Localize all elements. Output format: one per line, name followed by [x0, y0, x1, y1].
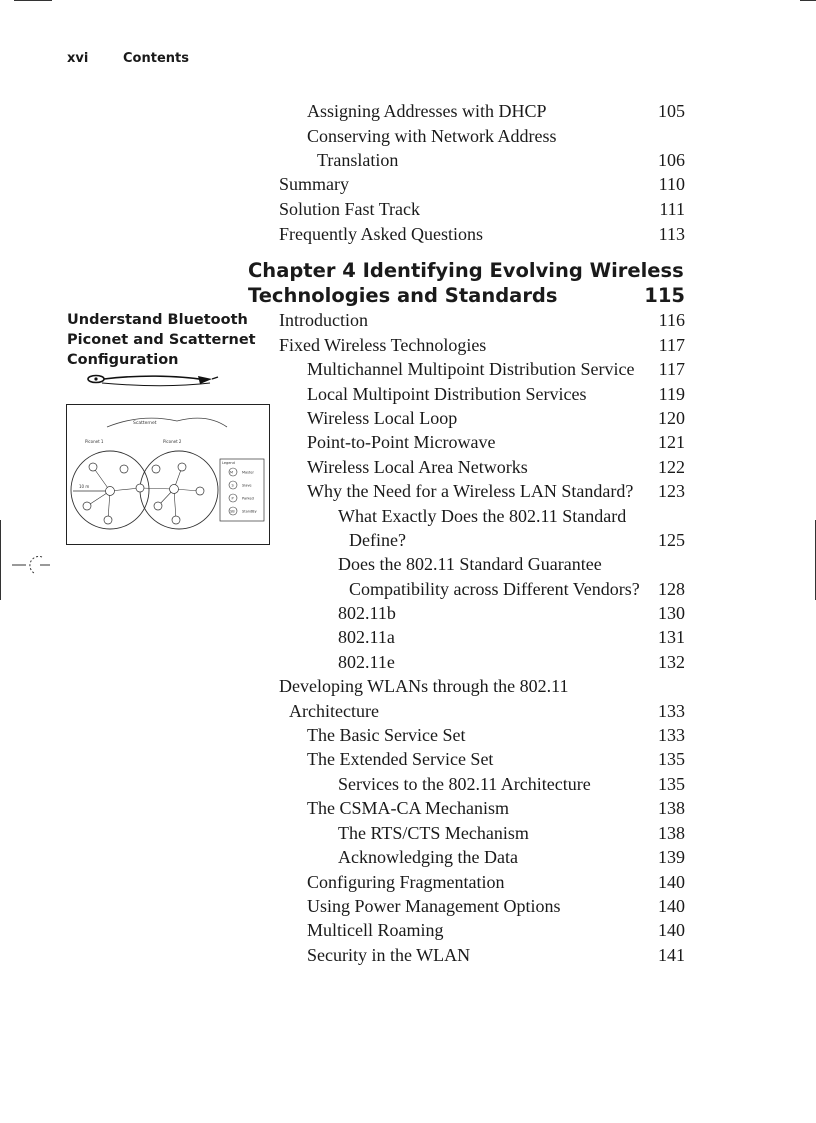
toc-entry-title: Summary	[279, 174, 349, 194]
toc-entry-page: 135	[658, 774, 685, 794]
crop-mark-top-right	[800, 0, 816, 1]
toc-entry-page: 117	[658, 359, 685, 379]
toc-entry-page: 111	[659, 199, 685, 219]
toc-entry[interactable]	[307, 382, 685, 406]
toc-entry-page: 140	[658, 896, 685, 916]
legend-symbol: SB	[230, 509, 235, 514]
toc-entry-title: Acknowledging the Data	[338, 847, 518, 867]
toc-entry-title: Solution Fast Track	[279, 199, 421, 219]
toc-entry-title: Wireless Local Loop	[307, 408, 458, 428]
toc-entry[interactable]	[338, 845, 685, 869]
toc-entry-title: Multichannel Multipoint Distribution Service	[307, 359, 635, 379]
toc-entry-title: 802.11a	[338, 627, 395, 647]
toc-entry[interactable]	[307, 894, 685, 918]
toc-entry-title: Configuring Fragmentation	[307, 872, 505, 892]
toc-entry[interactable]	[307, 918, 685, 942]
toc-entry[interactable]	[338, 821, 685, 845]
toc-entry-page: 135	[658, 749, 685, 769]
toc-entry[interactable]	[307, 870, 685, 894]
toc-entry[interactable]	[349, 577, 685, 601]
toc-entry-page: 140	[658, 872, 685, 892]
toc-entry[interactable]	[307, 455, 685, 479]
toc-entry-title: What Exactly Does the 802.11 Standard	[338, 506, 627, 526]
toc-entry-title: Assigning Addresses with DHCP	[307, 101, 547, 121]
toc-entry[interactable]	[279, 172, 685, 196]
toc-entry-page: 125	[658, 530, 685, 550]
legend-label: StandBy	[242, 509, 257, 514]
sidebar-line: Understand Bluetooth	[67, 312, 248, 328]
toc-entry[interactable]	[279, 674, 685, 698]
toc-entry[interactable]	[307, 943, 685, 967]
toc-entry-title: Frequently Asked Questions	[279, 224, 483, 244]
toc-entry-title: Define?	[349, 530, 406, 550]
toc-entry[interactable]	[338, 772, 685, 796]
toc-entry-page: 139	[658, 847, 685, 867]
chapter-title-line-1: Chapter 4 Identifying Evolving Wireless	[248, 259, 684, 282]
toc-entry-page: 140	[658, 920, 685, 940]
toc-entry-title: Does the 802.11 Standard Guarantee	[338, 554, 602, 574]
legend-symbol: P	[231, 496, 234, 501]
toc-entry-page: 106	[658, 150, 685, 170]
legend-symbol: S	[231, 483, 234, 488]
toc-entry[interactable]	[349, 528, 685, 552]
toc-entry[interactable]	[307, 357, 685, 381]
toc-entry[interactable]	[279, 308, 685, 332]
sidebar-line: Piconet and Scatternet	[67, 332, 256, 348]
sidebar-line: Configuration	[67, 352, 179, 368]
scatternet-diagram	[67, 405, 269, 544]
toc-entry-page: 105	[658, 101, 685, 121]
toc-entry-title: Introduction	[279, 310, 368, 330]
range-label: 10 m	[79, 484, 90, 489]
toc-entry-title: Using Power Management Options	[307, 896, 561, 916]
toc-entry-page: 130	[658, 603, 685, 623]
toc-entry[interactable]	[338, 601, 685, 625]
page-number: xvi	[67, 51, 89, 66]
legend-label: Parked	[242, 496, 254, 501]
toc-entry-title: Multicell Roaming	[307, 920, 444, 940]
toc-entry-title: Compatibility across Different Vendors?	[349, 579, 640, 599]
toc-entry-title: Security in the WLAN	[307, 945, 471, 965]
toc-entry-title: Architecture	[289, 701, 379, 721]
piconet-1-label: Piconet 1	[85, 439, 104, 444]
toc-entry[interactable]	[279, 222, 685, 246]
toc-entry[interactable]	[338, 625, 685, 649]
toc-entry-title: Wireless Local Area Networks	[307, 457, 528, 477]
toc-entry-page: 119	[658, 384, 685, 404]
toc-entry-page: 116	[658, 310, 685, 330]
toc-entry[interactable]	[307, 99, 685, 123]
registration-mark	[10, 550, 52, 580]
toc-entry[interactable]	[307, 406, 685, 430]
toc-entry-page: 113	[658, 224, 685, 244]
toc-entry-page: 121	[658, 432, 685, 452]
toc-entry-page: 117	[658, 335, 685, 355]
toc-entry[interactable]	[338, 650, 685, 674]
toc-entry[interactable]	[279, 197, 685, 221]
toc-entry-page: 123	[658, 481, 685, 501]
toc-entry-title: Fixed Wireless Technologies	[279, 335, 487, 355]
toc-entry-title: The Extended Service Set	[307, 749, 494, 769]
legend-label: Master	[242, 470, 254, 475]
scatternet-figure	[66, 404, 270, 545]
toc-entry-title: The RTS/CTS Mechanism	[338, 823, 529, 843]
toc-entry-title: The Basic Service Set	[307, 725, 466, 745]
toc-entry-title: 802.11b	[338, 603, 396, 623]
toc-entry-page: 128	[658, 579, 685, 599]
running-head-title: Contents	[123, 51, 189, 66]
toc-entry[interactable]	[289, 699, 685, 723]
toc-entry[interactable]	[307, 723, 685, 747]
toc-entry-page: 110	[658, 174, 685, 194]
toc-entry-page: 133	[658, 725, 685, 745]
toc-entry-title: Why the Need for a Wireless LAN Standard?	[307, 481, 634, 501]
chapter-page: 115	[644, 284, 685, 307]
chapter-heading[interactable]	[248, 258, 685, 308]
toc-entry-title: Services to the 802.11 Architecture	[338, 774, 591, 794]
legend-symbol: M	[230, 470, 234, 475]
toc-entry-page: 120	[658, 408, 685, 428]
toc-entry-page: 122	[658, 457, 685, 477]
piconet-2-label: Piconet 2	[163, 439, 182, 444]
scatternet-label: Scatternet	[133, 421, 157, 426]
toc-entry-page: 133	[658, 701, 685, 721]
toc-entry-title: 802.11e	[338, 652, 395, 672]
toc-entry-page: 138	[658, 798, 685, 818]
toc-entry-page: 141	[658, 945, 685, 965]
toc-entry[interactable]	[307, 479, 685, 503]
toc-entry-page: 131	[658, 627, 685, 647]
toc-entry[interactable]	[317, 148, 685, 172]
toc-entry-title: Developing WLANs through the 802.11	[279, 676, 569, 696]
toc-entry[interactable]	[338, 504, 685, 528]
legend-title: Legend	[222, 461, 235, 465]
toc-entry[interactable]	[307, 796, 685, 820]
toc-entry-title: Point-to-Point Microwave	[307, 432, 496, 452]
toc-entry-title: The CSMA-CA Mechanism	[307, 798, 509, 818]
toc-entry-title: Translation	[317, 150, 399, 170]
toc-entry[interactable]	[279, 333, 685, 357]
toc-entry[interactable]	[307, 124, 685, 148]
toc-entry[interactable]	[338, 552, 685, 576]
toc-entry-page: 138	[658, 823, 685, 843]
legend-label: Slave	[242, 483, 252, 488]
toc-entry[interactable]	[307, 430, 685, 454]
toc-entry-title: Local Multipoint Distribution Services	[307, 384, 587, 404]
toc-entry[interactable]	[307, 747, 685, 771]
sidebar-callout	[67, 310, 256, 370]
chapter-title-line-2: Technologies and Standards	[248, 284, 558, 307]
running-head	[67, 51, 189, 66]
pen-flourish-icon	[86, 371, 220, 389]
crop-mark-left-edge	[0, 520, 1, 600]
crop-mark-top-left	[14, 0, 52, 1]
toc-entry-page: 132	[658, 652, 685, 672]
toc-entry-title: Conserving with Network Address	[307, 126, 557, 146]
